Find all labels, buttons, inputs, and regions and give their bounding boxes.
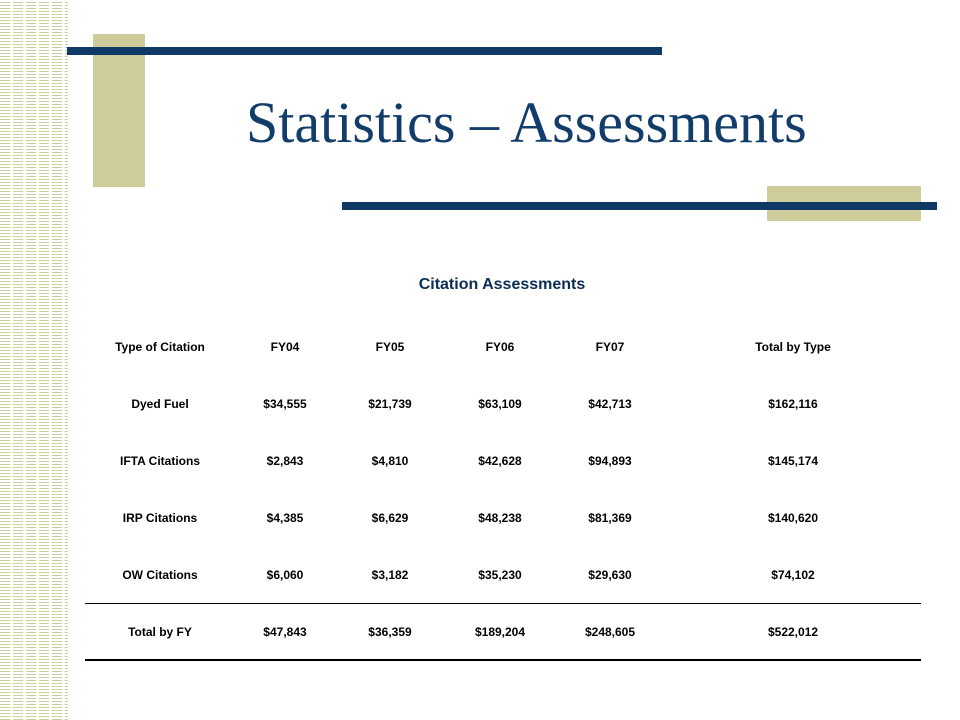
slide-title: Statistics – Assessments <box>246 90 807 155</box>
cell-fy06: $35,230 <box>445 546 555 604</box>
header-fy06: FY06 <box>485 339 515 354</box>
cell-fy05: $3,182 <box>335 546 445 604</box>
header-fy05: FY05 <box>375 339 405 354</box>
cell-total-by-type: $145,174 <box>767 453 819 468</box>
cell-citation-type: Dyed Fuel <box>131 396 189 411</box>
citation-assessments-table <box>85 318 921 661</box>
cell-citation-type: IFTA Citations <box>120 453 200 468</box>
cell-fy06: $48,238 <box>478 510 522 525</box>
cell-fy04: $34,555 <box>263 396 307 411</box>
cell-fy04: $6,060 <box>235 546 335 604</box>
cell-fy07: $94,893 <box>588 453 632 468</box>
cell-total-label: Total by FY <box>85 604 235 661</box>
table-total-row <box>85 604 921 661</box>
cell-fy06: $63,109 <box>478 396 522 411</box>
cell-fy07: $29,630 <box>555 546 665 604</box>
decorative-left-strip <box>0 0 68 720</box>
cell-fy05: $4,810 <box>371 453 409 468</box>
cell-grand-total: $522,012 <box>665 604 921 661</box>
table-header-row <box>85 318 921 375</box>
cell-fy05: $6,629 <box>371 510 409 525</box>
cell-total-fy07: $248,605 <box>555 604 665 661</box>
cell-total-by-type: $74,102 <box>665 546 921 604</box>
decorative-navy-bar-bottom <box>342 202 937 210</box>
cell-total-by-type: $140,620 <box>767 510 819 525</box>
cell-total-fy06: $189,204 <box>445 604 555 661</box>
cell-fy05: $21,739 <box>368 396 412 411</box>
header-total-by-type: Total by Type <box>755 339 831 354</box>
table-row <box>85 375 921 432</box>
decorative-navy-bar-top <box>67 47 662 55</box>
cell-fy07: $81,369 <box>588 510 632 525</box>
cell-fy06: $42,628 <box>478 453 522 468</box>
table-row <box>85 432 921 489</box>
cell-fy07: $42,713 <box>588 396 632 411</box>
header-type-of-citation: Type of Citation <box>115 339 205 354</box>
cell-total-fy04: $47,843 <box>235 604 335 661</box>
table-row <box>85 489 921 546</box>
cell-citation-type: IRP Citations <box>122 510 198 525</box>
header-fy07: FY07 <box>595 339 625 354</box>
cell-total-by-type: $162,116 <box>768 396 818 411</box>
table-title: Citation Assessments <box>418 276 586 293</box>
cell-fy04: $2,843 <box>266 453 304 468</box>
cell-total-fy05: $36,359 <box>335 604 445 661</box>
table-row <box>85 546 921 604</box>
decorative-tan-block-top <box>93 34 145 187</box>
cell-citation-type: OW Citations <box>85 546 235 604</box>
header-fy04: FY04 <box>270 339 300 354</box>
cell-fy04: $4,385 <box>266 510 304 525</box>
